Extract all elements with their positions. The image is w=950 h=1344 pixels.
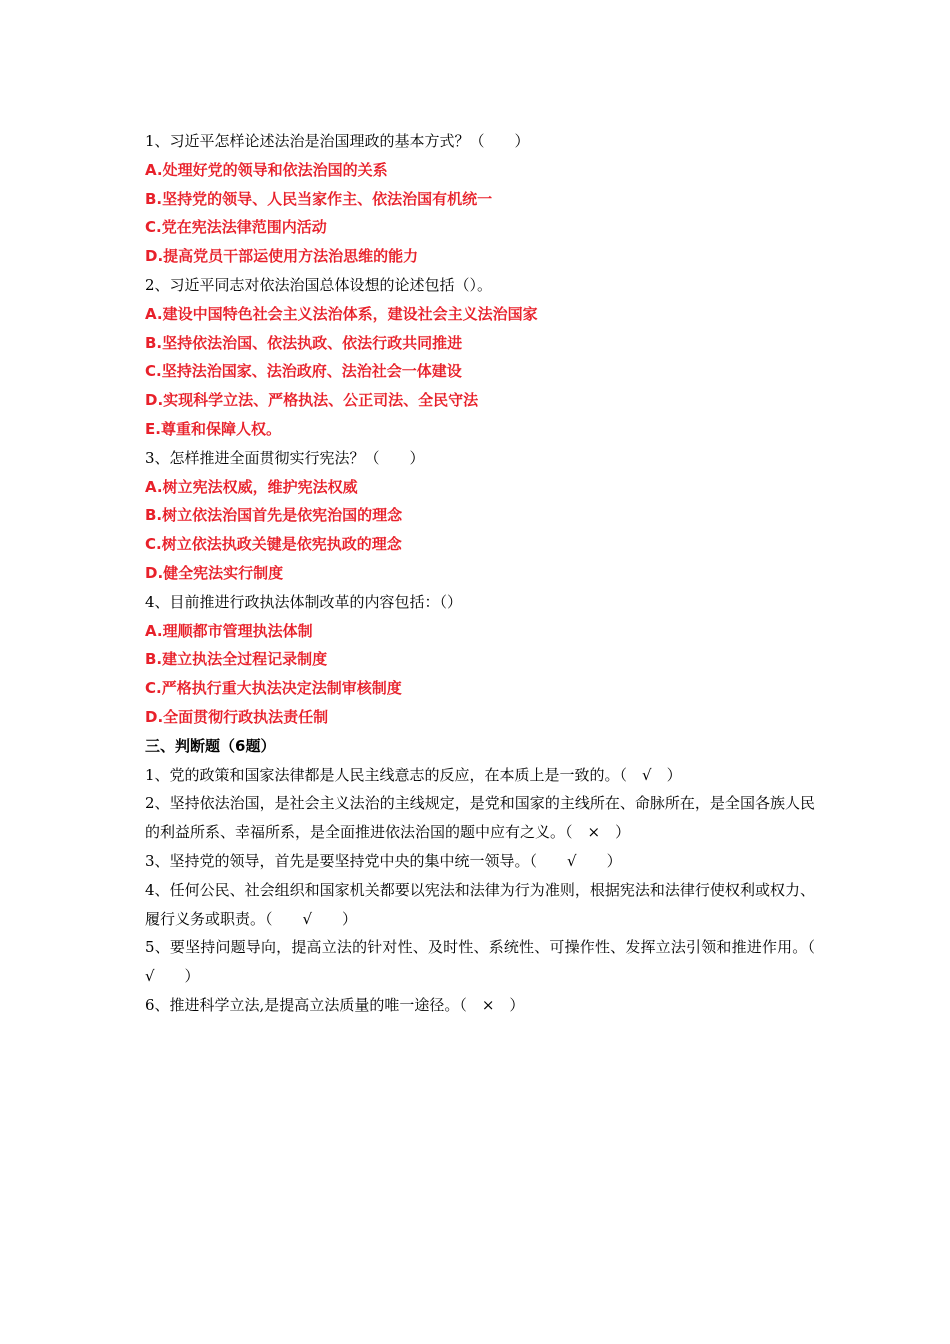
answer-option: E.尊重和保障人权。 xyxy=(145,419,281,438)
answer-option: D.实现科学立法、严格执法、公正司法、全民守法 xyxy=(145,391,479,410)
answer-option: B.坚持依法治国、依法执政、依法行政共同推进 xyxy=(145,333,463,352)
answer-option: B.坚持党的领导、人民当家作主、依法治国有机统一 xyxy=(145,189,493,208)
answer-option: D.全面贯彻行政执法责任制 xyxy=(145,707,329,726)
question-2 xyxy=(145,271,815,444)
judgment-item: 6、推进科学立法,是提高立法质量的唯一途径。（ × ） xyxy=(145,995,525,1014)
answer-option: B.树立依法治国首先是依宪治国的理念 xyxy=(145,506,403,525)
question-text: 1、习近平怎样论述法治是治国理政的基本方式？（ ） xyxy=(145,132,530,150)
judgment-item: 3、坚持党的领导，首先是要坚持党中央的集中统一领导。（ √ ） xyxy=(145,851,622,870)
judgment-item: 2、坚持依法治国，是社会主义法治的主线规定，是党和国家的主线所在、命脉所在，是全国各族人民的利益所系、幸福所系，是全面推进依法治国的题中应有之义。（ × ） xyxy=(145,794,815,842)
answer-option: A.理顺都市管理执法体制 xyxy=(145,621,313,640)
answer-option: A.建设中国特色社会主义法治体系，建设社会主义法治国家 xyxy=(145,304,538,323)
judgment-list xyxy=(145,761,831,1020)
answer-option: C.树立依法执政关键是依宪执政的理念 xyxy=(145,535,402,554)
document-page xyxy=(145,127,831,1020)
answer-option: D.提高党员干部运使用方法治思维的能力 xyxy=(145,247,419,266)
judgment-item: 4、任何公民、社会组织和国家机关都要以宪法和法律为行为准则，根据宪法和法律行使权利或权力、履行义务或职责。（ √ ） xyxy=(145,880,815,928)
answer-option: A.处理好党的领导和依法治国的关系 xyxy=(145,160,388,179)
question-text: 2、习近平同志对依法治国总体设想的论述包括（）。 xyxy=(145,275,493,294)
answer-option: C.严格执行重大执法决定法制审核制度 xyxy=(145,679,402,698)
section-heading: 三、判断题（6题） xyxy=(145,736,276,755)
judgment-item: 5、要坚持问题导向，提高立法的针对性、及时性、系统性、可操作性、发挥立法引领和推进作用。（ √ ） xyxy=(145,938,831,986)
question-4 xyxy=(145,588,815,732)
answer-option: C.党在宪法法律范围内活动 xyxy=(145,218,327,237)
judgment-item: 1、党的政策和国家法律都是人民主线意志的反应，在本质上是一致的。（ √ ） xyxy=(145,765,682,784)
answer-option: A.树立宪法权威，维护宪法权威 xyxy=(145,477,358,496)
answer-option: D.健全宪法实行制度 xyxy=(145,563,284,582)
question-1 xyxy=(145,127,815,271)
question-3 xyxy=(145,444,815,588)
answer-option: B.建立执法全过程记录制度 xyxy=(145,650,328,669)
question-text: 3、怎样推进全面贯彻实行宪法？（ ） xyxy=(145,448,425,467)
answer-option: C.坚持法治国家、法治政府、法治社会一体建设 xyxy=(145,362,462,381)
question-text: 4、目前推进行政执法体制改革的内容包括：（） xyxy=(145,592,463,611)
